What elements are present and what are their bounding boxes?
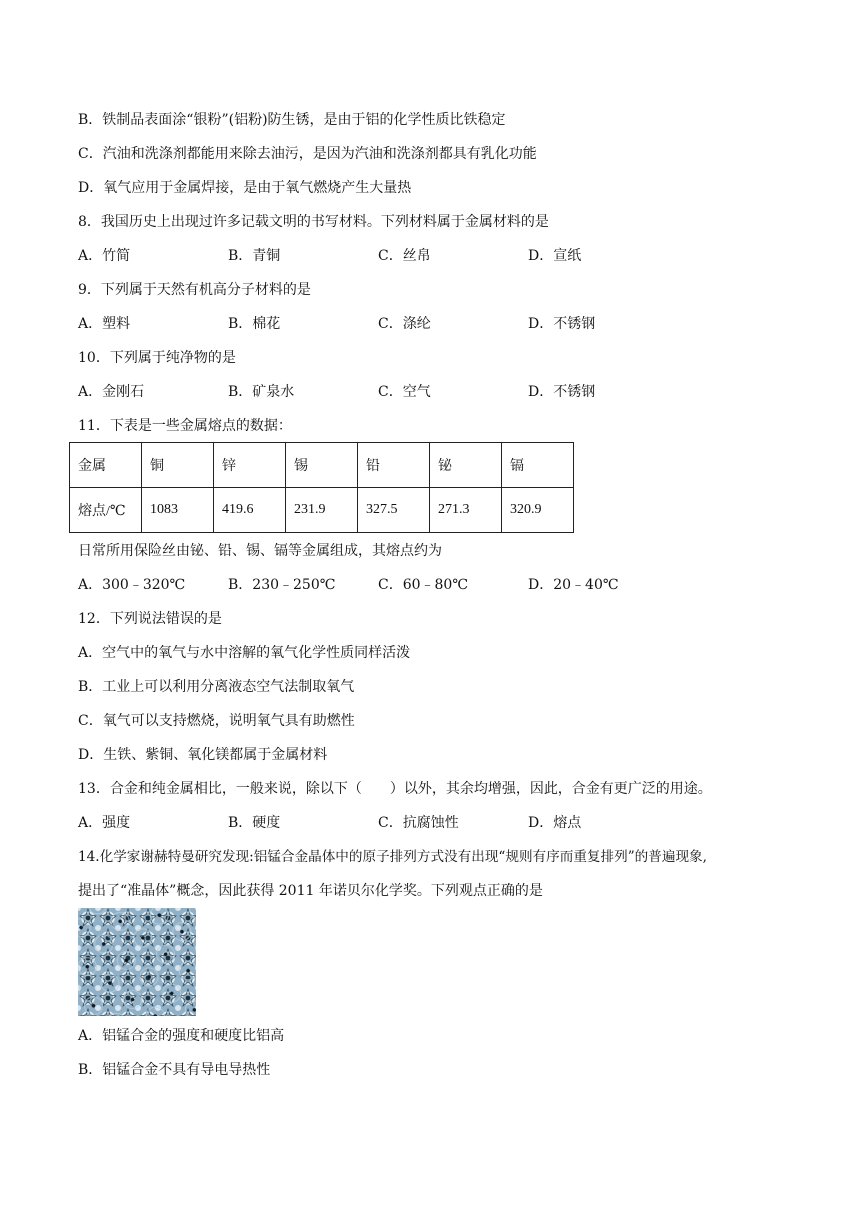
question-13: 13．合金和纯金属相比，一般来说，除以下（ ）以外，其余均增强，因此，合金有更广泛的用途。: [78, 781, 712, 797]
q13-option-a: A．强度: [78, 815, 131, 831]
q10-option-d: D．不锈钢: [528, 384, 596, 400]
q12-option-c: C．氧气可以支持燃烧，说明氧气具有助燃性: [78, 713, 355, 729]
q10-option-c: C．空气: [378, 384, 431, 400]
q12-option-b: B．工业上可以利用分离液态空气法制取氧气: [78, 679, 355, 695]
question-14-line-1: 14.化学家谢赫特曼研究发现:铝锰合金晶体中的原子排列方式没有出现“规则有序而重复排列”的普遍现象,: [78, 849, 707, 865]
q11-option-c: C．60﹣80℃: [378, 577, 469, 593]
table-row: [70, 443, 574, 488]
question-9: 9．下列属于天然有机高分子材料的是: [78, 282, 311, 298]
q9-option-c: C．涤纶: [378, 316, 431, 332]
q9-option-d: D．不锈钢: [528, 316, 596, 332]
table-cell: 熔点/℃: [70, 488, 142, 533]
q12-option-d: D．生铁、紫铜、氧化镁都属于金属材料: [78, 747, 328, 763]
q14-option-a: A．铝锰合金的强度和硬度比铝高: [78, 1028, 285, 1044]
table-row: [70, 488, 574, 533]
q7-option-b: B．铁制品表面涂“银粉”(铝粉)防生锈，是由于铝的化学性质比铁稳定: [78, 112, 506, 128]
q9-option-b: B．棉花: [228, 316, 281, 332]
q11-stem: 日常所用保险丝由铋、铅、锡、镉等金属组成，其熔点约为: [78, 543, 442, 559]
q7-option-c: C．汽油和洗涤剂都能用来除去油污，是因为汽油和洗涤剂都具有乳化功能: [78, 146, 537, 162]
q13-option-d: D．熔点: [528, 815, 582, 831]
q14-option-b: B．铝锰合金不具有导电导热性: [78, 1062, 271, 1078]
q8-option-a: A．竹简: [78, 248, 131, 264]
table-cell: 419.6: [214, 488, 286, 533]
table-cell: 锡: [286, 443, 358, 488]
q10-option-b: B．矿泉水: [228, 384, 295, 400]
q13-option-c: C．抗腐蚀性: [378, 815, 459, 831]
table-cell: 金属: [70, 443, 142, 488]
table-cell: 231.9: [286, 488, 358, 533]
question-8: 8．我国历史上出现过许多记载文明的书写材料。下列材料属于金属材料的是: [78, 214, 549, 230]
q11-option-d: D．20﹣40℃: [528, 577, 619, 593]
question-12: 12．下列说法错误的是: [78, 611, 222, 627]
q13-option-b: B．硬度: [228, 815, 281, 831]
table-cell: 1083: [142, 488, 214, 533]
question-11: 11．下表是一些金属熔点的数据：: [78, 418, 292, 434]
table-cell: 镉: [502, 443, 574, 488]
table-cell: 铅: [358, 443, 430, 488]
q8-option-b: B．青铜: [228, 248, 281, 264]
q7-option-d: D．氧气应用于金属焊接，是由于氧气燃烧产生大量热: [78, 180, 412, 196]
q11-option-a: A．300﹣320℃: [78, 577, 186, 593]
q9-option-a: A．塑料: [78, 316, 131, 332]
question-10: 10．下列属于纯净物的是: [78, 350, 236, 366]
melting-point-table: [69, 442, 574, 533]
table-cell: 320.9: [502, 488, 574, 533]
q11-option-b: B．230﹣250℃: [228, 577, 336, 593]
quasicrystal-image: [78, 908, 196, 1016]
table-cell: 271.3: [430, 488, 502, 533]
q8-option-d: D．宣纸: [528, 248, 582, 264]
table-cell: 铋: [430, 443, 502, 488]
question-14-line-2: 提出了“准晶体”概念，因此获得 2011 年诺贝尔化学奖。下列观点正确的是: [78, 883, 543, 899]
table-cell: 327.5: [358, 488, 430, 533]
q10-option-a: A．金刚石: [78, 384, 145, 400]
table-cell: 锌: [214, 443, 286, 488]
table-cell: 铜: [142, 443, 214, 488]
q12-option-a: A．空气中的氧气与水中溶解的氧气化学性质同样活泼: [78, 645, 411, 661]
q8-option-c: C．丝帛: [378, 248, 431, 264]
